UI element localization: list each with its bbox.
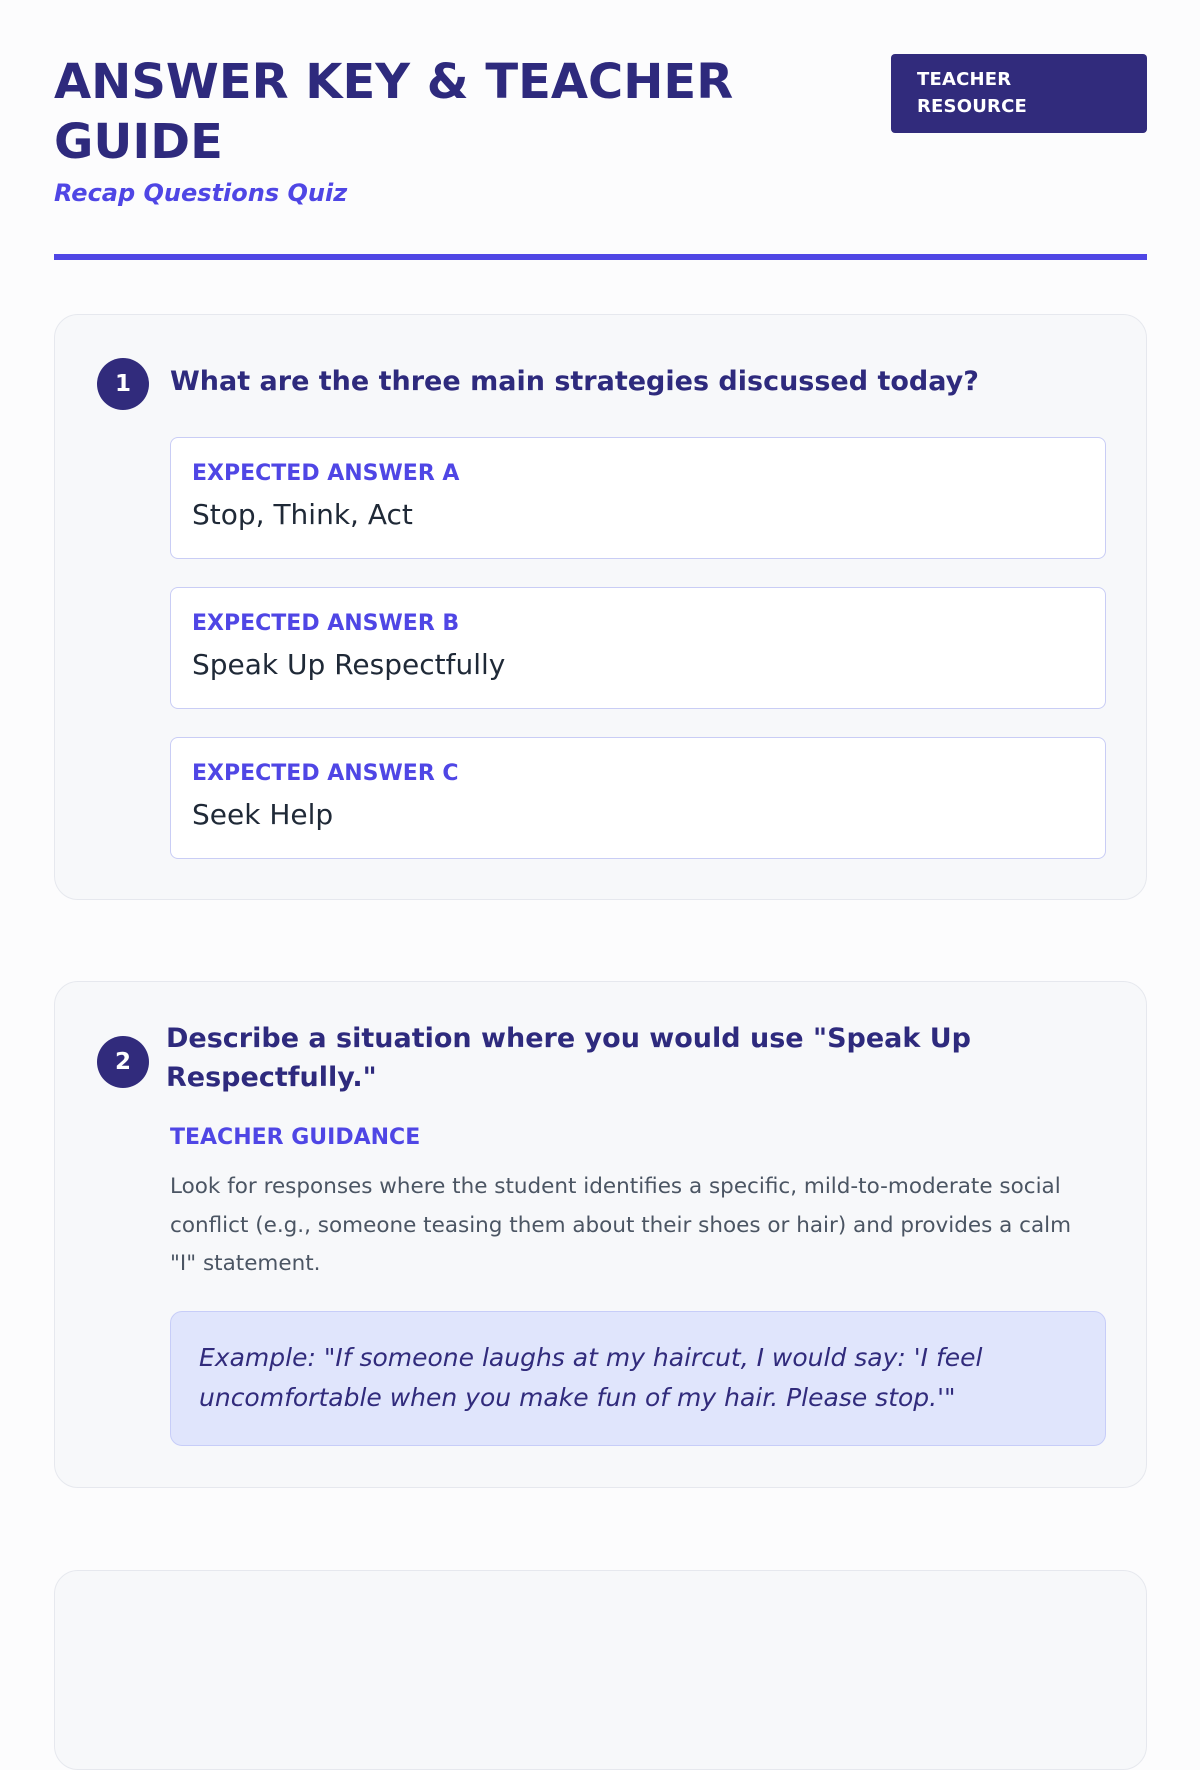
answer-text: Stop, Think, Act [192, 498, 413, 531]
question-card-2 [54, 981, 1147, 1488]
teacher-guidance-label: TEACHER GUIDANCE [170, 1125, 421, 1150]
expected-answer-b [170, 587, 1106, 709]
expected-answer-a [170, 437, 1106, 559]
answer-text: Seek Help [192, 798, 334, 831]
question-card-1 [54, 314, 1147, 900]
page-header [54, 0, 1147, 262]
question-number-badge: 1 [97, 358, 149, 410]
page-subtitle: Recap Questions Quiz [54, 179, 348, 207]
teacher-guidance-text: Look for responses where the student identifies a specific, mild-to-moderate social conflict (e.g., someone teasing them about their shoes or hair) and provides a calm "I" statement. [170, 1174, 1072, 1276]
expected-answer-c [170, 737, 1106, 859]
page-title: ANSWER KEY & TEACHER GUIDE [54, 54, 734, 170]
header-divider [54, 254, 1147, 260]
badge-text-line-2: RESOURCE [917, 96, 1028, 117]
question-text: Describe a situation where you would use "Speak Up Respectfully." [166, 1023, 971, 1093]
question-card-3 [54, 1570, 1147, 1770]
question-text: What are the three main strategies discussed today? [170, 366, 979, 397]
example-answer-box [170, 1311, 1106, 1446]
question-number-badge: 2 [97, 1036, 149, 1088]
answer-text: Speak Up Respectfully [192, 648, 506, 681]
badge-text-line-1: TEACHER [917, 69, 1012, 90]
answer-label: EXPECTED ANSWER A [192, 461, 460, 486]
answer-key-page [54, 0, 1147, 1412]
answer-label: EXPECTED ANSWER B [192, 611, 460, 636]
teacher-resource-badge [891, 54, 1147, 133]
example-answer-text: Example: "If someone laughs at my haircut, I would say: 'I feel uncomfortable when you make fun of my hair. Please stop.'" [199, 1343, 983, 1412]
answer-label: EXPECTED ANSWER C [192, 761, 459, 786]
